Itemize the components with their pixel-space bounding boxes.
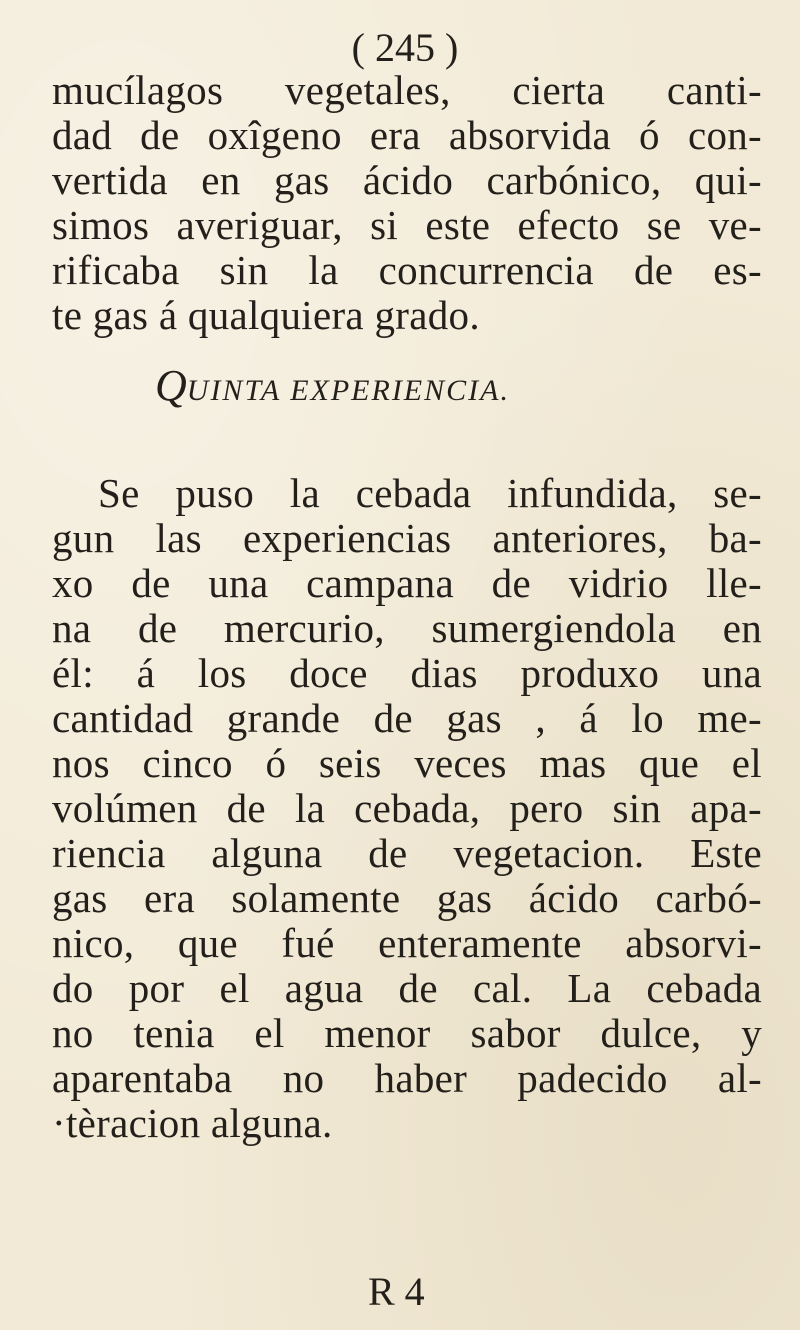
text-line: ·tèracion alguna.	[52, 1100, 333, 1146]
page-number: ( 245 )	[351, 25, 459, 70]
text-line: gun las experiencias anteriores, ba-	[52, 515, 762, 561]
text-line: Se puso la cebada infundida, se-	[98, 470, 762, 516]
text-line: na de mercurio, sumergiendola en	[52, 605, 762, 651]
section-heading	[155, 360, 510, 411]
text-line: aparentaba no haber padecido al-	[52, 1055, 762, 1101]
text-line: vertida en gas ácido carbónico, qui-	[52, 157, 762, 203]
text-line: xo de una campana de vidrio lle-	[52, 560, 762, 606]
text-line: mucílagos vegetales, cierta canti-	[52, 67, 762, 113]
text-line: rificaba sin la concurrencia de es-	[52, 247, 762, 293]
text-line: cantidad grande de gas , á lo me-	[52, 695, 762, 741]
paragraph-1	[52, 68, 762, 338]
paragraph-2	[52, 471, 762, 1146]
text-line: nos cinco ó seis veces mas que el	[52, 740, 762, 786]
heading-initial: Q	[155, 361, 187, 410]
text-line: simos averiguar, si este efecto se ve-	[52, 202, 762, 248]
text-line: gas era solamente gas ácido carbó-	[52, 875, 762, 921]
text-line: él: á los doce dias produxo una	[52, 650, 762, 696]
heading-rest: UINTA EXPERIENCIA.	[186, 374, 510, 407]
text-line: dad de oxîgeno era absorvida ó con-	[52, 112, 762, 158]
text-line: volúmen de la cebada, pero sin apa-	[52, 785, 762, 831]
text-line: do por el agua de cal. La cebada	[52, 965, 762, 1011]
text-line: nico, que fué enteramente absorvi-	[52, 920, 762, 966]
text-line: no tenia el menor sabor dulce, y	[52, 1010, 762, 1056]
text-line: riencia alguna de vegetacion. Este	[52, 830, 762, 876]
text-line: te gas á qualquiera grado.	[52, 292, 480, 338]
signature-mark: R 4	[368, 1269, 425, 1314]
